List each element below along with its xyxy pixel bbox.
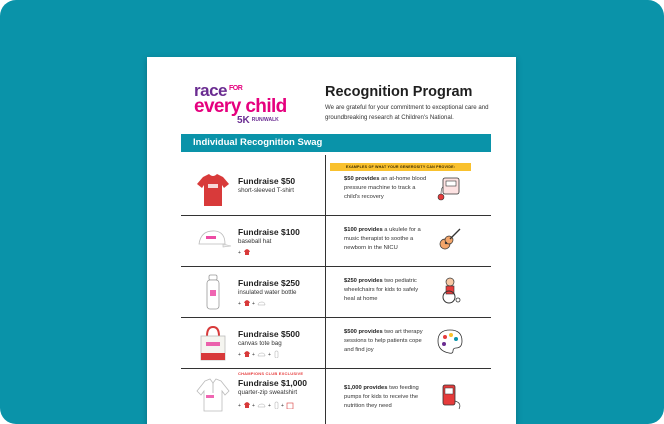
tier-amount: Fundraise $1,000 <box>238 378 307 388</box>
tier-item: short-sleeved T-shirt <box>238 187 294 194</box>
blood-pressure-machine-icon <box>435 173 465 203</box>
svg-text:+: + <box>268 352 271 358</box>
tier-row <box>181 216 491 267</box>
impact-text: $500 provides two art therapy sessions to help patients cope and find joy <box>344 329 423 353</box>
section-banner: Individual Recognition Swag <box>181 134 491 152</box>
svg-text:+: + <box>238 352 241 358</box>
quarter-zip-sweatshirt-icon <box>193 375 233 413</box>
svg-text:+: + <box>268 403 271 409</box>
examples-tag: EXAMPLES OF WHAT YOUR GENEROSITY CAN PROVIDE: <box>330 163 471 171</box>
tier-row <box>181 267 491 318</box>
white-baseball-hat-icon <box>193 222 233 260</box>
recognition-flyer <box>147 57 516 424</box>
tier-amount: Fundraise $250 <box>238 278 300 288</box>
svg-text:+: + <box>281 403 284 409</box>
red-tshirt-icon <box>193 171 233 209</box>
prior-swag-icons <box>238 248 268 256</box>
svg-text:+: + <box>238 250 241 256</box>
tier-item: quarter-zip sweatshirt <box>238 389 298 396</box>
water-bottle-icon <box>193 273 233 311</box>
svg-text:+: + <box>238 403 241 409</box>
tier-item: insulated water bottle <box>238 289 297 296</box>
ukulele-icon <box>435 224 465 254</box>
champions-club-tag: CHAMPIONS CLUB EXCLUSIVE <box>238 371 304 376</box>
art-palette-icon <box>435 326 465 356</box>
race-for-every-child-logo: race $^{FOR}$ every child 5K $^{RUN/WALK}$ <box>194 81 287 126</box>
tier-amount: Fundraise $50 <box>238 176 296 186</box>
impact-text: $1,000 provides two feeding pumps for kids to receive the nutrition they need <box>344 385 419 409</box>
tier-row <box>181 369 491 420</box>
prior-swag-icons <box>238 401 298 409</box>
intro-text: We are grateful for your commitment to exceptional care and groundbreaking research at Children's National. <box>325 104 489 121</box>
svg-text:+: + <box>252 301 255 307</box>
tier-amount: Fundraise $500 <box>238 329 300 339</box>
tier-item: baseball hat <box>238 238 272 245</box>
page-title: Recognition Program <box>325 84 473 100</box>
feeding-pump-icon <box>435 381 465 411</box>
prior-swag-icons <box>238 299 278 307</box>
impact-text: $100 provides a ukulele for a music therapist to soothe a newborn in the NICU <box>344 227 421 251</box>
tier-item: canvas tote bag <box>238 340 282 347</box>
impact-text: $250 provides two pediatric wheelchairs for kids to safely heal at home <box>344 278 419 302</box>
svg-text:+: + <box>252 403 255 409</box>
svg-text:+: + <box>252 352 255 358</box>
svg-text:+: + <box>238 301 241 307</box>
tier-amount: Fundraise $100 <box>238 227 300 237</box>
wheelchair-icon <box>435 275 465 305</box>
tier-row <box>181 318 491 369</box>
tier-row <box>181 165 491 216</box>
tote-bag-icon <box>193 324 233 362</box>
impact-text: $50 provides an at-home blood pressure machine to track a child's recovery <box>344 176 427 200</box>
prior-swag-icons <box>238 350 288 358</box>
